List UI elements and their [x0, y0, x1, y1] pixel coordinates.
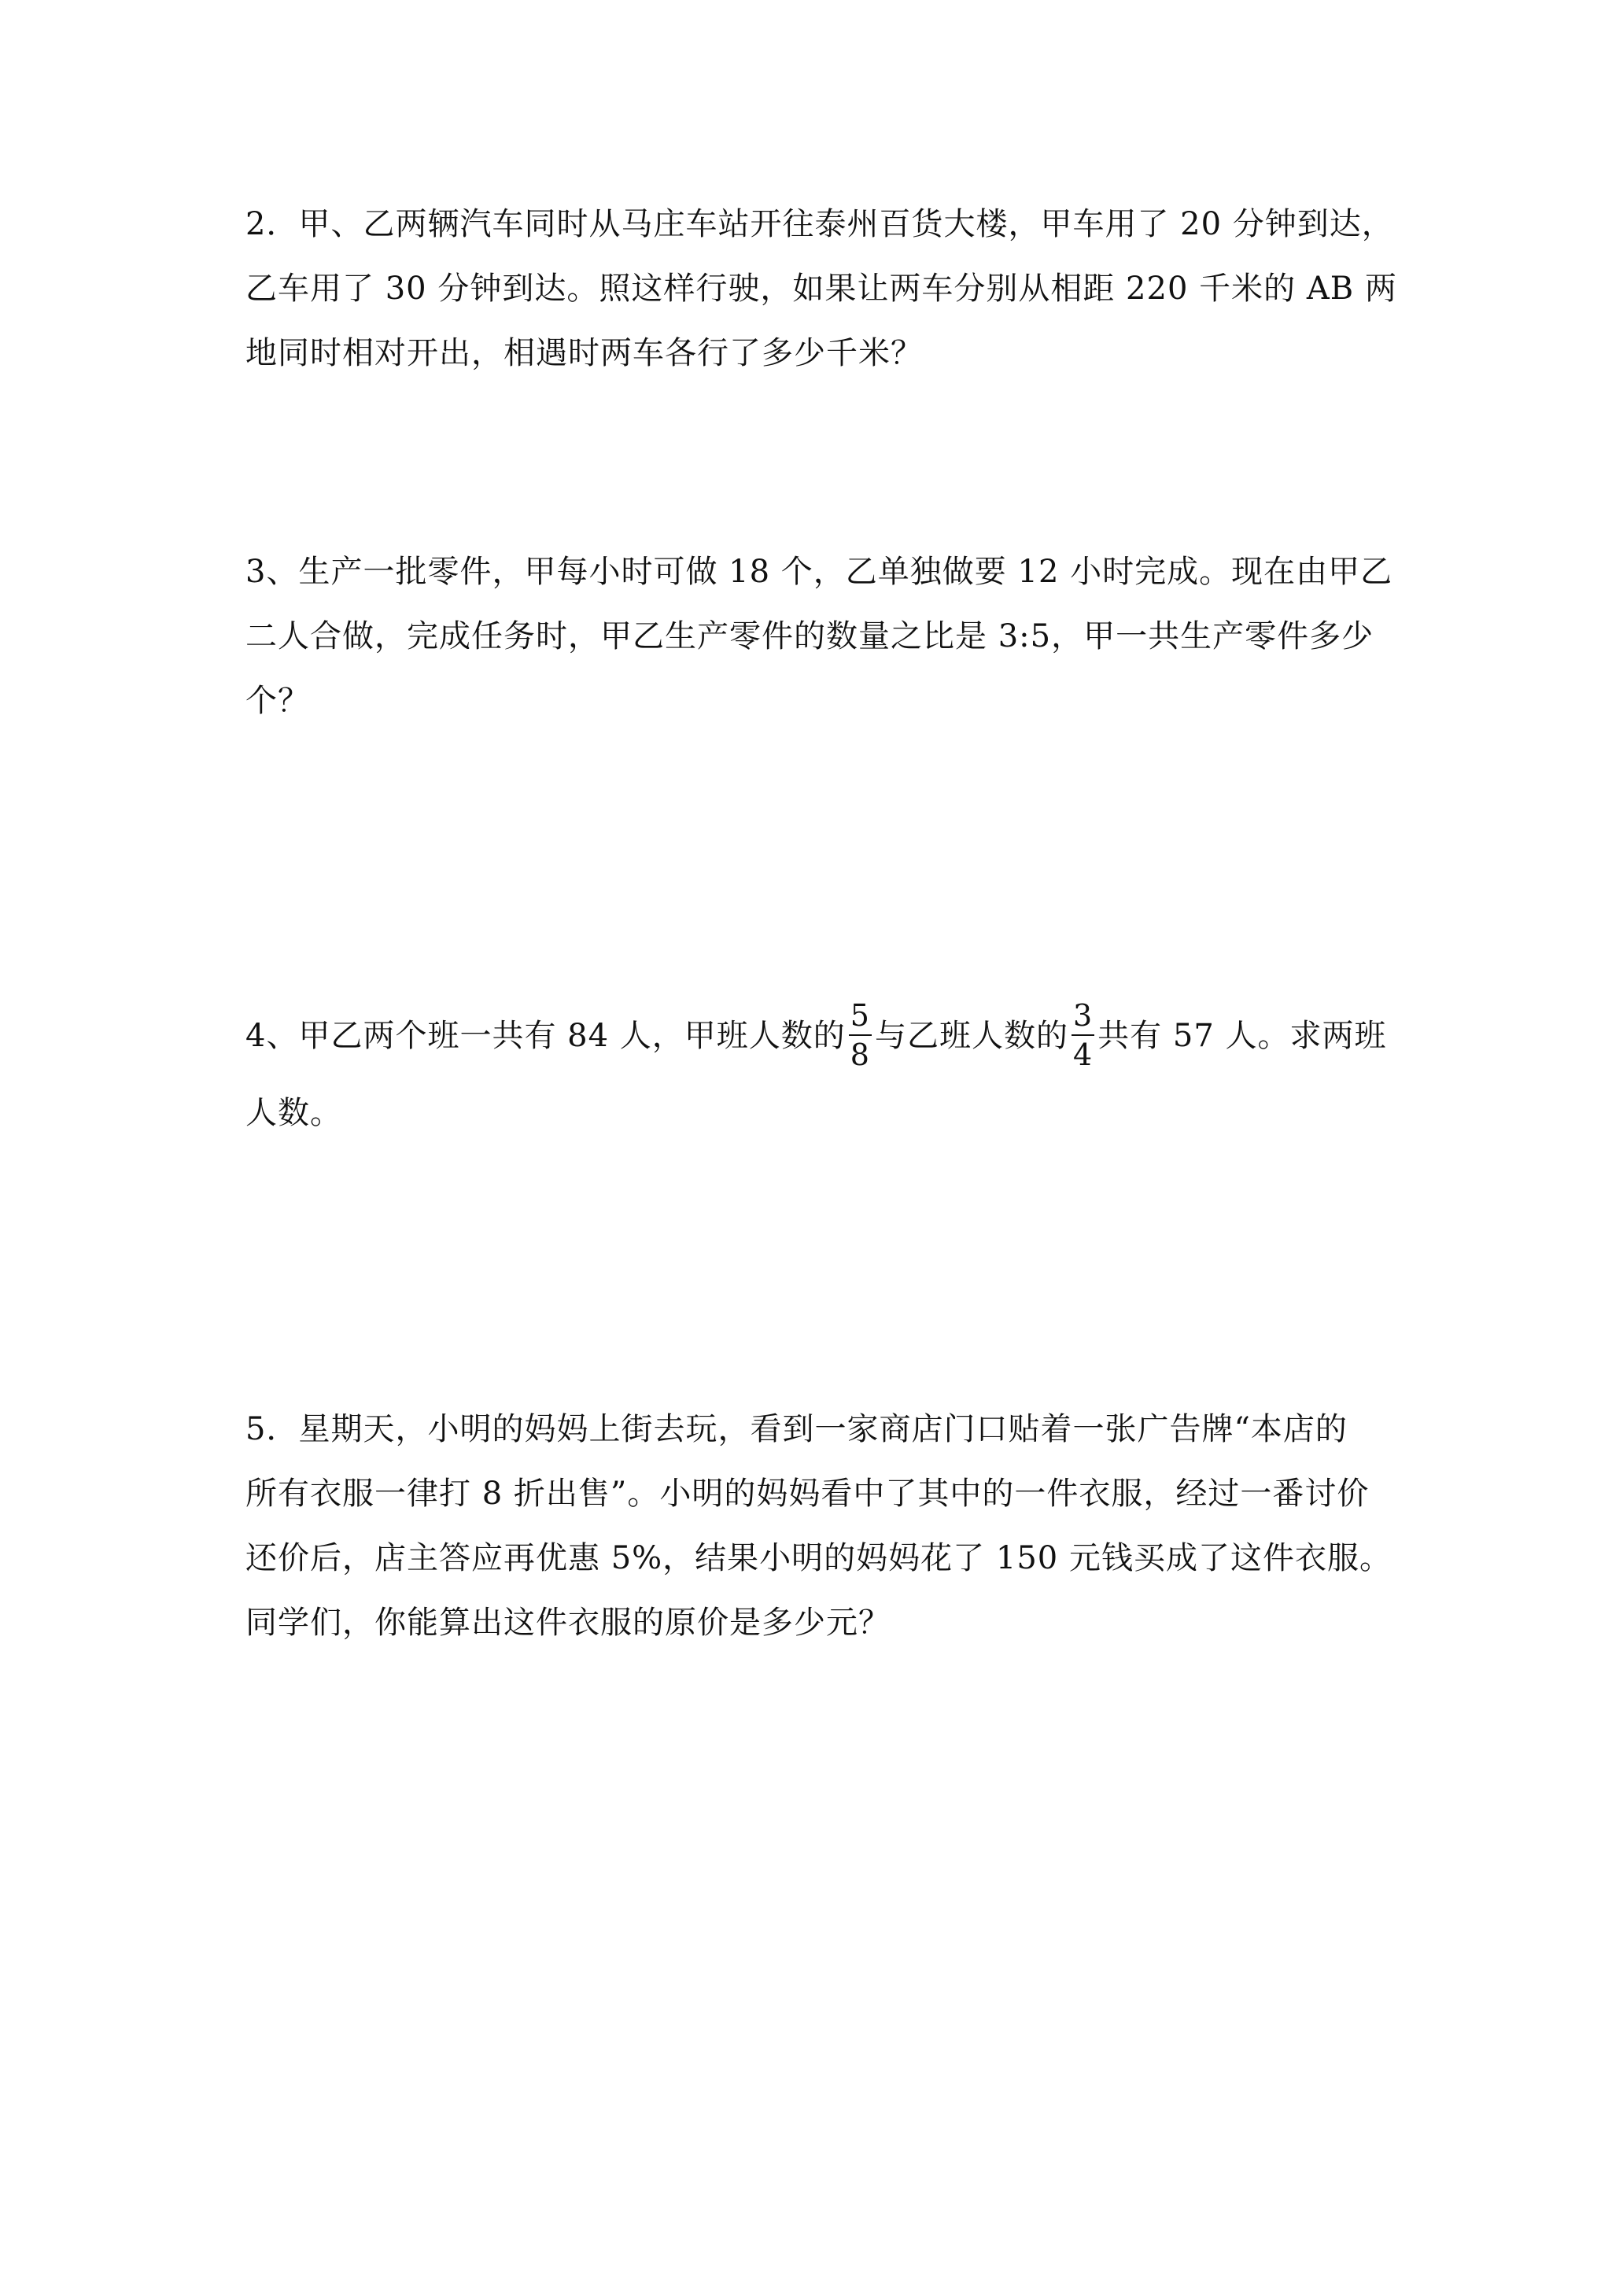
fraction-five-eighths: [849, 998, 872, 1072]
problem-4: [245, 993, 1386, 1147]
problem-2-line-3: 地同时相对开出，相遇时两车各行了多少千米？: [245, 335, 923, 371]
fraction-denominator: 8: [850, 1037, 870, 1072]
problem-5-line-1: 5．星期天，小明的妈妈上街去玩，看到一家商店门口贴着一张广告牌“本店的: [245, 1411, 1348, 1447]
fraction-three-quarters: [1072, 998, 1094, 1072]
problem-3-line-1: 3、生产一批零件，甲每小时可做 18 个，乙单独做要 12 小时完成。现在由甲乙: [245, 554, 1393, 590]
problem-3-line-3: 个？: [245, 683, 310, 719]
problem-4-line-1: [245, 993, 1386, 1079]
problem-5: [245, 1397, 1392, 1655]
problem-5-line-4: 同学们，你能算出这件衣服的原价是多少元？: [245, 1605, 891, 1641]
fraction-bar: [1072, 1034, 1094, 1036]
problem-5-line-2: 所有衣服一律打 8 折出售”。小明的妈妈看中了其中的一件衣服，经过一番讨价: [245, 1476, 1370, 1512]
fraction-numerator: 3: [1072, 998, 1094, 1033]
problem-4-text-b: 与乙班人数的: [874, 1018, 1068, 1054]
fraction-numerator: 5: [850, 998, 870, 1033]
problem-4-line-2: 人数。: [245, 1095, 342, 1131]
problem-2-line-1: 2．甲、乙两辆汽车同时从马庄车站开往泰州百货大楼，甲车用了 20 分钟到达，: [245, 206, 1394, 242]
problem-2: [245, 192, 1397, 385]
problem-4-text-c: 共有 57 人。求两班: [1097, 1018, 1387, 1054]
fraction-bar: [849, 1034, 872, 1036]
problem-2-line-2: 乙车用了 30 分钟到达。照这样行驶，如果让两车分别从相距 220 千米的 AB 两: [245, 271, 1397, 307]
fraction-denominator: 4: [1072, 1037, 1094, 1072]
problem-4-text-a: 4、甲乙两个班一共有 84 人，甲班人数的: [245, 1018, 846, 1054]
problem-5-line-3: 还价后，店主答应再优惠 5%，结果小明的妈妈花了 150 元钱买成了这件衣服。: [245, 1540, 1392, 1576]
problem-3: [245, 540, 1393, 733]
problem-3-line-2: 二人合做，完成任务时，甲乙生产零件的数量之比是 3:5，甲一共生产零件多少: [245, 618, 1374, 654]
